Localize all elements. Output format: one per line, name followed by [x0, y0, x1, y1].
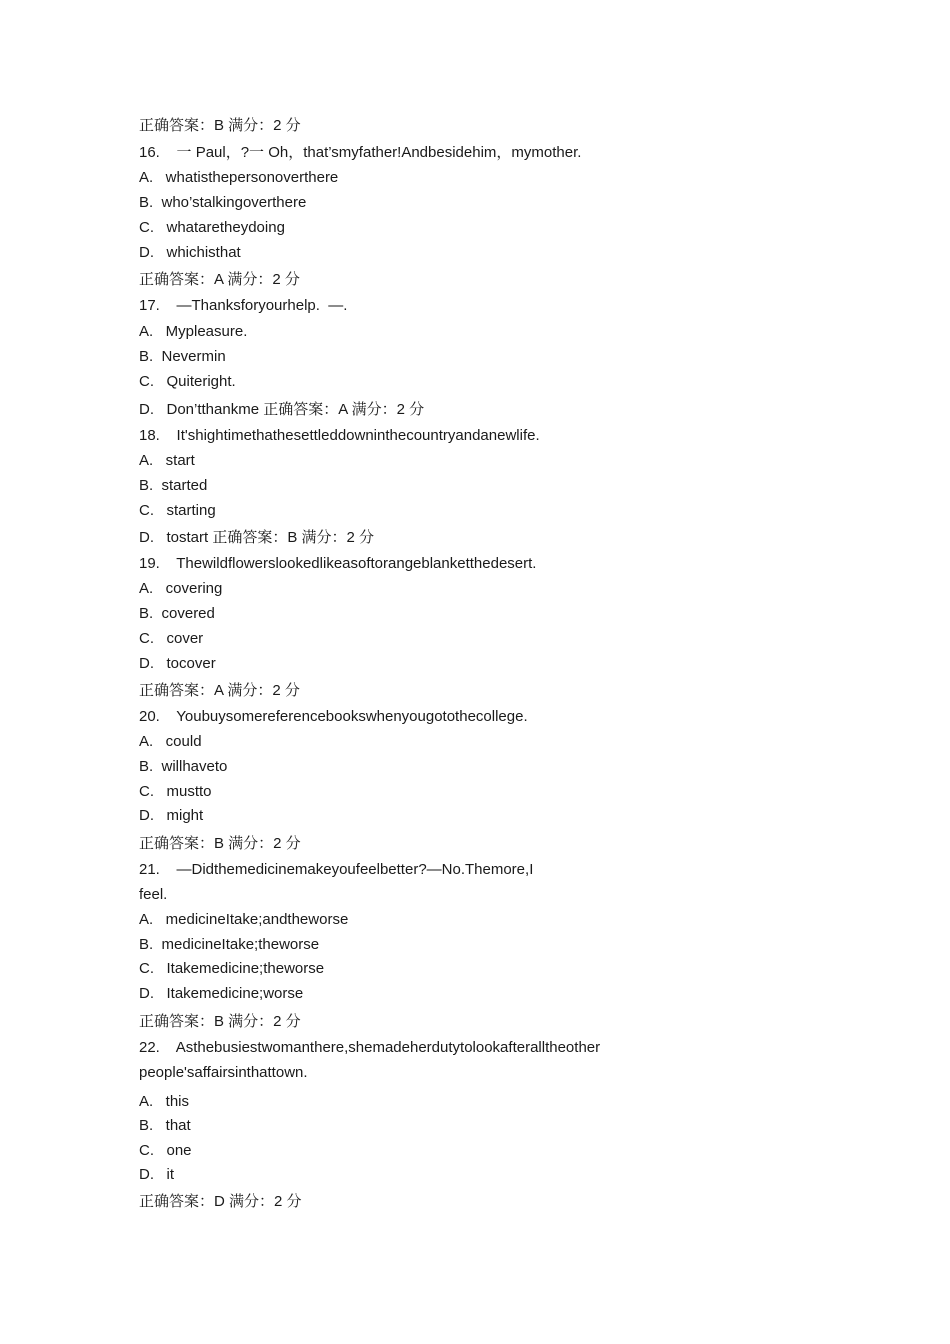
- option-c: C. cover: [139, 630, 204, 647]
- option-b: B. that: [139, 1117, 191, 1134]
- option-b: B. willhaveto: [139, 758, 228, 775]
- option-c: C. one: [139, 1142, 192, 1159]
- question-22: 22. Asthebusiestwomanthere,shemadeherdutytolookafteralltheother: [139, 1039, 601, 1056]
- option-a: A. whatisthepersonoverthere: [139, 169, 339, 186]
- option-c: C. mustto: [139, 783, 212, 800]
- option-a: A. this: [139, 1093, 190, 1110]
- option-b: B. medicineItake;theworse: [139, 936, 320, 953]
- option-b: B. who’stalkingoverthere: [139, 194, 307, 211]
- option-b: B. started: [139, 477, 208, 494]
- answer-line: 正确答案：A 满分：2 分: [139, 271, 300, 288]
- question-19: 19. Thewildflowerslookedlikeasoftorangeblanketthedesert.: [139, 555, 537, 572]
- option-c: C. Itakemedicine;theworse: [139, 960, 325, 977]
- option-a: A. covering: [139, 580, 223, 597]
- option-d: D. whichisthat: [139, 244, 241, 261]
- option-d-with-answer: D. tostart 正确答案：B 满分：2 分: [139, 529, 375, 546]
- option-d: D. tocover: [139, 655, 216, 672]
- question-16: 16. 一 Paul，?一 Oh，that’smyfather!Andbesidehim，mymother.: [139, 144, 582, 161]
- option-d: D. it: [139, 1166, 175, 1183]
- option-b: B. covered: [139, 605, 215, 622]
- question-21-continued: feel.: [139, 886, 168, 903]
- answer-line: 正确答案：B 满分：2 分: [139, 117, 301, 134]
- answer-line: 正确答案：B 满分：2 分: [139, 1013, 301, 1030]
- answer-line: 正确答案：B 满分：2 分: [139, 835, 301, 852]
- answer-line: 正确答案：A 满分：2 分: [139, 682, 300, 699]
- option-a: A. start: [139, 452, 195, 469]
- option-d: D. Itakemedicine;worse: [139, 985, 304, 1002]
- option-d-with-answer: D. Don’tthankme 正确答案：A 满分：2 分: [139, 401, 425, 418]
- option-a: A. Mypleasure.: [139, 323, 248, 340]
- question-22-continued: people'saffairsinthattown.: [139, 1064, 308, 1081]
- option-a: A. could: [139, 733, 202, 750]
- question-17: 17. —Thanksforyourhelp. —.: [139, 297, 348, 314]
- option-c: C. whataretheydoing: [139, 219, 285, 236]
- question-20: 20. Youbuysomereferencebookswhenyougotothecollege.: [139, 708, 528, 725]
- option-c: C. Quiteright.: [139, 373, 236, 390]
- answer-line: 正确答案：D 满分：2 分: [139, 1193, 302, 1210]
- option-a: A. medicineItake;andtheworse: [139, 911, 349, 928]
- option-b: B. Nevermin: [139, 348, 226, 365]
- question-21: 21. —Didthemedicinemakeyoufeelbetter?—No.Themore,I: [139, 861, 534, 878]
- option-c: C. starting: [139, 502, 216, 519]
- option-d: D. might: [139, 807, 204, 824]
- question-18: 18. It'shightimethathesettleddowninthecountryandanewlife.: [139, 427, 540, 444]
